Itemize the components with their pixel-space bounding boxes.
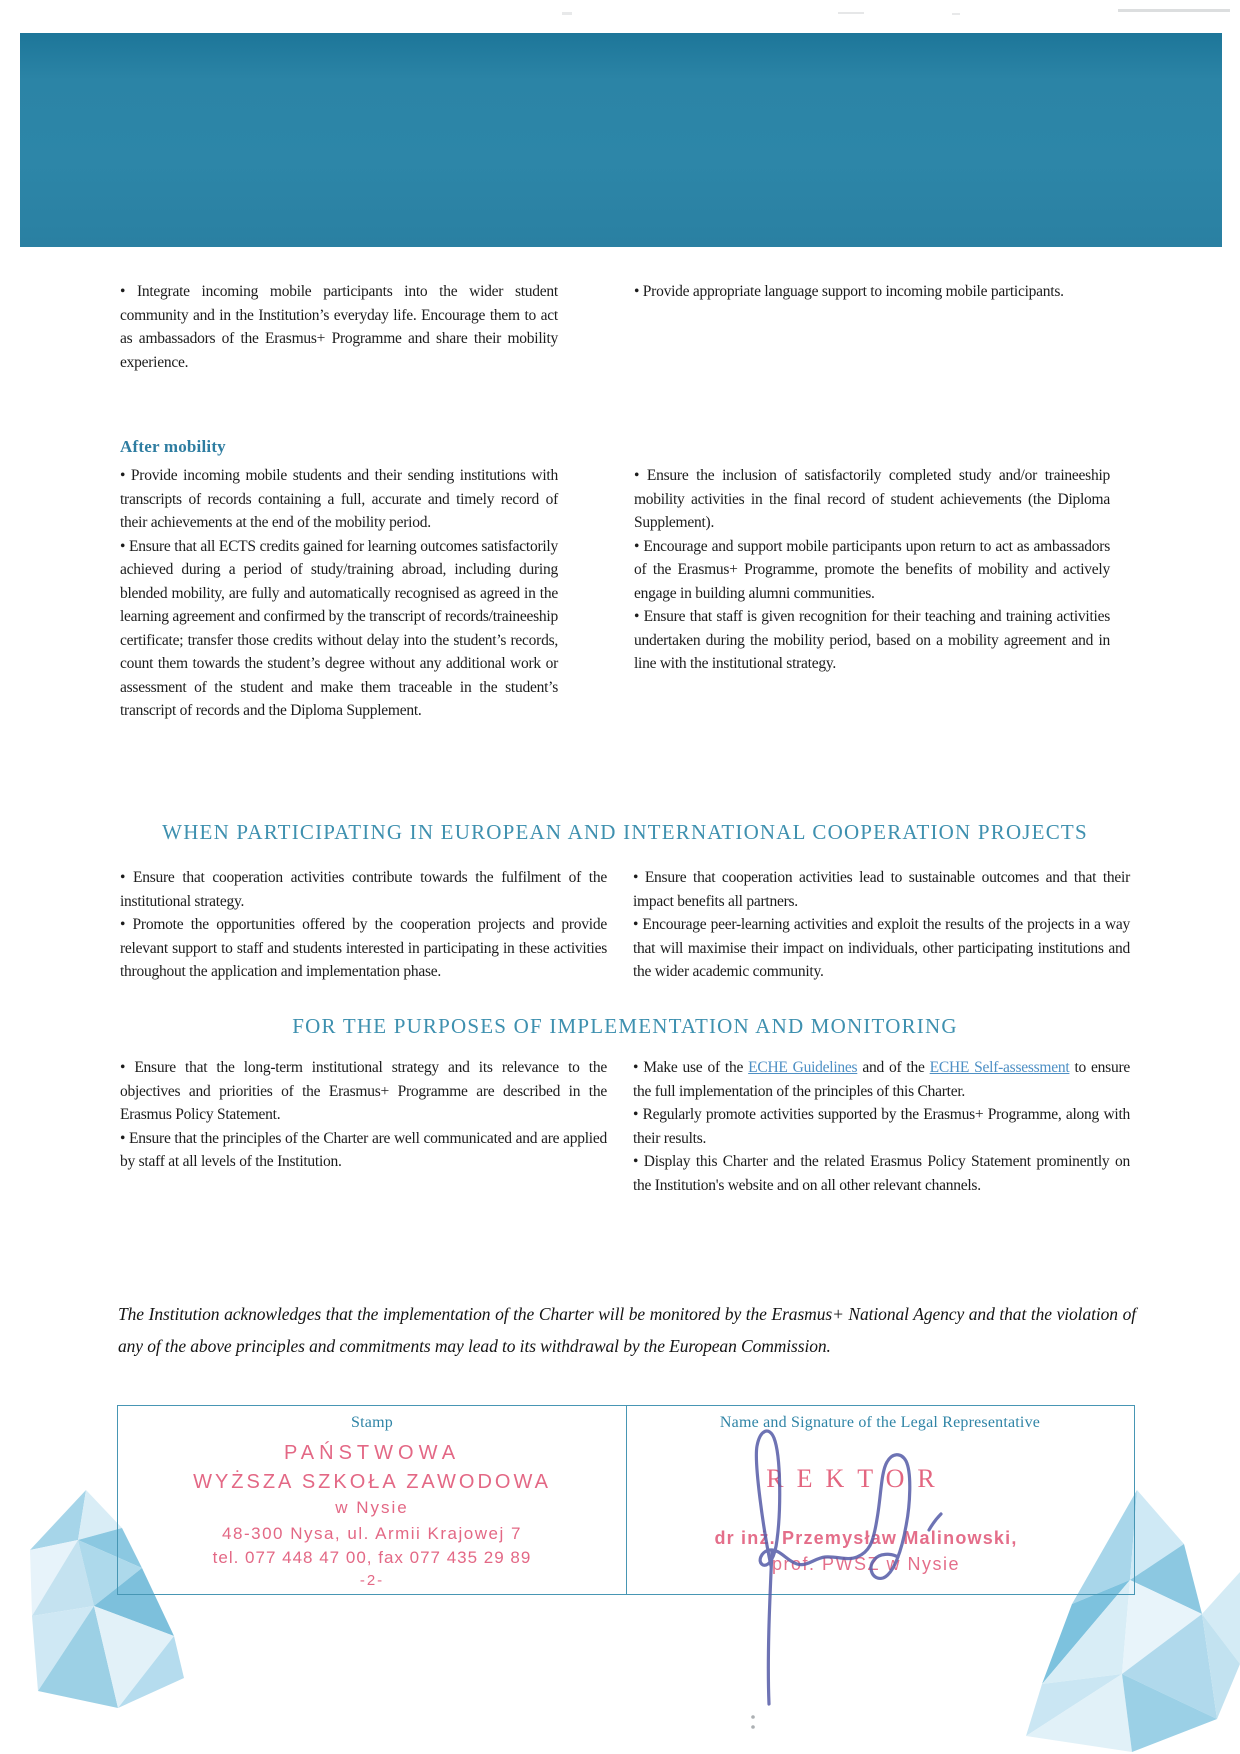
section-cooperation (120, 866, 1130, 984)
bullet-paragraph: • Ensure that the principles of the Charter are well communicated and are applied by staff at all levels of the Institution. (120, 1129, 607, 1170)
bullet-paragraph: • Ensure that the long-term institutional strategy and its relevance to the objectives and priorities of the Erasmus+ Programme are described in the Erasmus Policy Statement. (120, 1059, 607, 1123)
bullet-paragraph: • Promote the opportunities offered by the cooperation projects and provide relevant support to staff and students interested in participating in these activities throughout the application and implementation phase. (120, 916, 607, 980)
scan-artifact (562, 12, 572, 15)
bullet-paragraph: • Provide incoming mobile students and their sending institutions with transcripts of records containing a full, accurate and timely record of their achievements at the end of the mobility period. (120, 467, 558, 531)
right-column (634, 464, 1110, 723)
stamp-line: tel. 077 448 47 00, fax 077 435 29 89 (212, 1548, 532, 1567)
signature-cell (626, 1406, 1133, 1594)
bullet-paragraph: • Ensure that all ECTS credits gained for learning outcomes satisfactorily achieved during a period of study/training abroad, including during blended mobility, are fully and automatically recognised as agreed in the learning agreement and confirmed by the transcript of records/traineeship certificate; transfer those credits without delay into the student’s records, count them towards the student’s degree without any additional work or assessment of the student and make them traceable in the student’s transcript of records and the Diploma Supplement. (120, 537, 558, 719)
left-column (120, 464, 558, 723)
left-column (120, 280, 558, 374)
text-segment: • Make use of the (633, 1059, 749, 1076)
institution-stamp (118, 1442, 626, 1589)
text-segment: to ensure the full implementation of the principles of this Charter. (633, 1059, 1130, 1100)
bullet-paragraph-with-links (633, 1056, 1130, 1103)
scan-dot (751, 1715, 755, 1719)
bullet-paragraph: • Display this Charter and the related Erasmus Policy Statement prominently on the Institution's website and on all other relevant channels. (633, 1153, 1130, 1194)
section-during-mobility-tail (120, 280, 1110, 374)
header-banner (20, 33, 1222, 247)
bullet-paragraph: • Provide appropriate language support to incoming mobile participants. (634, 283, 1064, 300)
right-column (633, 1056, 1130, 1197)
bullet-paragraph: • Ensure that cooperation activities lead to sustainable outcomes and that their impact benefits all partners. (633, 869, 1130, 910)
bullet-paragraph: • Ensure that staff is given recognition for their teaching and training activities undertaken during the mobility period, based on a mobility agreement and in line with the institutional strategy. (634, 608, 1110, 672)
bullet-paragraph: • Ensure that cooperation activities contribute towards the fulfilment of the institutional strategy. (120, 869, 607, 910)
stamp-signature-table (117, 1405, 1135, 1595)
left-column (120, 1056, 607, 1197)
right-column (633, 866, 1130, 984)
legal-representative-label: Name and Signature of the Legal Representative (719, 1414, 1041, 1431)
right-column (634, 280, 1110, 374)
page-number: -2- (359, 1572, 385, 1589)
eche-guidelines-link[interactable]: ECHE Guidelines (748, 1059, 858, 1076)
section-after-mobility (120, 464, 1110, 723)
monitoring-acknowledgement: The Institution acknowledges that the implementation of the Charter will be monitored by the Erasmus+ National Agency and that the violation of any of the above principles and commitments may lead to its withdrawal by the European Commission. (118, 1304, 1136, 1356)
bullet-paragraph: • Integrate incoming mobile participants into the wider student community and in the Institution’s everyday life. Encourage them to act as ambassadors of the Erasmus+ Programme and share their mobility experience. (120, 283, 558, 371)
bullet-paragraph: • Encourage and support mobile participants upon return to act as ambassadors of the Erasmus+ Programme, promote the benefits of mobility and actively engage in building alumni communities. (634, 537, 1110, 602)
implementation-section-heading: FOR THE PURPOSES OF IMPLEMENTATION AND MONITORING (292, 1014, 958, 1038)
scan-artifact (1118, 9, 1230, 12)
scan-dot (751, 1725, 755, 1729)
rektor-stamp: REKTOR (766, 1464, 948, 1493)
bullet-paragraph: • Encourage peer-learning activities and exploit the results of the projects in a way that will maximise their impact on individuals, other participating institutions and the wider academic community. (633, 916, 1130, 980)
stamp-line: 48-300 Nysa, ul. Armii Krajowej 7 (222, 1524, 522, 1543)
stamp-line: WYŻSZA SZKOŁA ZAWODOWA (193, 1471, 551, 1493)
scan-artifact (952, 13, 960, 15)
cooperation-section-heading: WHEN PARTICIPATING IN EUROPEAN AND INTERNATIONAL COOPERATION PROJECTS (162, 820, 1088, 844)
bullet-paragraph: • Regularly promote activities supported by the Erasmus+ Programme, along with their results. (633, 1106, 1130, 1147)
text-segment: and of the (857, 1059, 930, 1076)
bullet-paragraph: • Ensure the inclusion of satisfactorily completed study and/or traineeship mobility activities in the final record of student achievements (the Diploma Supplement). (634, 467, 1110, 531)
stamp-cell (118, 1406, 626, 1594)
scan-artifact (838, 12, 864, 14)
stamp-line: PAŃSTWOWA (283, 1442, 461, 1464)
section-implementation (120, 1056, 1130, 1197)
stamp-label: Stamp (351, 1414, 393, 1431)
representative-name: dr inż. Przemysław Malinowski, (714, 1528, 1018, 1548)
after-mobility-heading: After mobility (120, 437, 226, 456)
left-column (120, 866, 607, 984)
stamp-line: w Nysie (335, 1498, 409, 1517)
eche-self-assessment-link[interactable]: ECHE Self-assessment (929, 1059, 1070, 1076)
representative-title: prof. PWSZ w Nysie (771, 1554, 961, 1574)
